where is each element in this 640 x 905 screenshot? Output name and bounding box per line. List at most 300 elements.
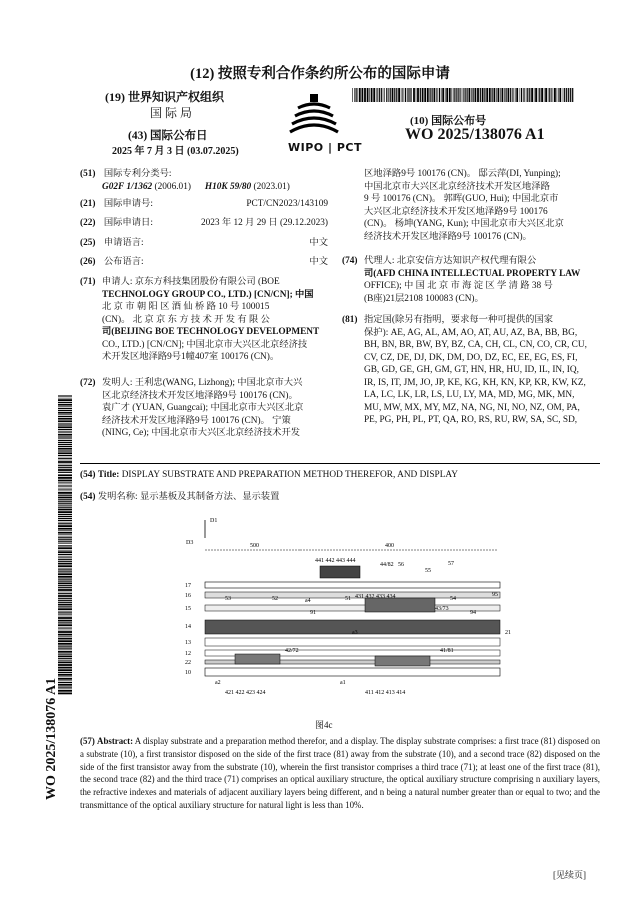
- applicant-line: CO., LTD.) [CN/CN]; 中国北京市大兴区北京经济技: [102, 339, 308, 350]
- barcode-bar: [492, 88, 493, 102]
- barcode-bar: [58, 556, 72, 557]
- stack-42: [235, 654, 280, 664]
- barcode-bar: [58, 593, 72, 594]
- barcode-bar: [558, 88, 559, 102]
- pubdate-field-number: (43): [128, 130, 148, 142]
- title-zh-label: 发明名称:: [97, 492, 138, 502]
- figure-cross-section: [180, 510, 520, 710]
- barcode-bar: [420, 88, 421, 102]
- barcode-bar: [58, 477, 72, 479]
- barcode-bar: [58, 539, 72, 540]
- barcode-bar: [445, 88, 446, 102]
- barcode-bar: [58, 664, 72, 666]
- barcode-bar: [58, 690, 72, 692]
- barcode-bar: [504, 88, 505, 102]
- barcode-bar: [58, 480, 72, 482]
- barcode-bar: [58, 520, 72, 521]
- field-21: [80, 198, 328, 211]
- barcode-bar: [58, 627, 72, 628]
- barcode-bar: [58, 420, 72, 422]
- barcode-bar: [58, 406, 72, 407]
- barcode-bar: [58, 554, 72, 555]
- fig-label-55: 55: [425, 568, 431, 574]
- barcode-bar: [58, 446, 72, 447]
- barcode-bar: [58, 432, 72, 433]
- barcode-bar: [58, 693, 72, 695]
- applicant-line: (CN)。 北 京 京 东 方 技 术 开 发 有 限 公: [102, 314, 270, 325]
- barcode-bar: [58, 509, 72, 511]
- field-51: [80, 168, 328, 193]
- field-74-number: (74): [342, 256, 358, 266]
- barcode-bar: [523, 88, 524, 102]
- barcode-bar: [58, 442, 72, 443]
- barcode-bar: [454, 88, 455, 102]
- barcode-bar: [58, 687, 72, 688]
- inventor-line: (NING, Ce); 中国北京市大兴区北京经济技术开发: [102, 428, 301, 438]
- chinese-title: [80, 488, 279, 502]
- barcode-bar: [58, 467, 72, 468]
- barcode-bar: [404, 88, 405, 102]
- field-26-label: 公布语言:: [103, 257, 144, 267]
- barcode-bar: [465, 88, 466, 102]
- barcode-bar: [58, 654, 72, 655]
- barcode-bar: [58, 499, 72, 500]
- barcode-bar: [58, 602, 72, 603]
- barcode-bar: [58, 677, 72, 678]
- fig-label-400: 400: [385, 543, 394, 549]
- field-71-number: (71): [80, 277, 96, 287]
- figure-caption: 图4c: [315, 720, 333, 730]
- inventor-cont-line: 经济技术开发区地泽路9号 100176 (CN)。: [364, 231, 532, 242]
- barcode-bar: [477, 88, 479, 102]
- barcode-bar: [402, 88, 403, 102]
- agent-block: [342, 255, 600, 305]
- barcode-bar: [58, 523, 72, 524]
- barcode-bar: [531, 88, 533, 102]
- fig-label-21: 21: [505, 630, 511, 636]
- barcode-bar: [58, 598, 72, 599]
- barcode-bar: [58, 592, 72, 593]
- barcode-bar: [58, 412, 72, 414]
- barcode-bar: [484, 88, 485, 102]
- barcode-bar: [58, 465, 72, 466]
- barcode-bar: [58, 569, 72, 570]
- barcode-bar: [439, 88, 440, 102]
- barcode-bar: [516, 88, 518, 102]
- inventor-line: 袁广才 (YUAN, Guangcai); 中国北京市大兴区北京: [102, 403, 304, 413]
- barcode-bar: [570, 88, 571, 102]
- barcode-bar: [58, 681, 72, 682]
- barcode-bar: [58, 484, 72, 485]
- field-26-value: 中文: [309, 257, 328, 267]
- title-en-number: (54): [80, 470, 96, 480]
- barcode-bar: [475, 88, 477, 102]
- barcode-bar: [58, 436, 72, 437]
- title-zh-text: 显示基板及其制备方法、显示装置: [139, 492, 280, 502]
- pubdate-label-text: 国际公布日: [150, 130, 208, 142]
- layer-10: [205, 668, 500, 676]
- barcode-bar: [471, 88, 472, 102]
- barcode-bar: [58, 579, 72, 580]
- barcode-bar: [58, 416, 72, 417]
- barcode-bar: [58, 503, 72, 504]
- barcode-bar: [58, 398, 72, 399]
- barcode-bar: [58, 565, 72, 567]
- barcode-bar: [58, 528, 72, 530]
- barcode-bar: [58, 395, 72, 396]
- title-zh-number: (54): [80, 492, 96, 502]
- fig-label-500: 500: [250, 543, 259, 549]
- layer-15: [205, 605, 500, 611]
- barcode-bar: [541, 88, 543, 102]
- barcode-bar: [58, 573, 72, 575]
- office-name: [105, 88, 224, 105]
- barcode-bar: [58, 492, 72, 494]
- office-name-line1: 世界知识产权组织: [128, 90, 225, 104]
- barcode-bar: [58, 622, 72, 623]
- barcode-bar: [408, 88, 409, 102]
- barcode-bar: [463, 88, 464, 102]
- barcode-bar: [58, 537, 72, 538]
- barcode-bar: [456, 88, 457, 102]
- barcode-bar: [58, 640, 72, 642]
- barcode-bar: [58, 587, 72, 588]
- barcode-bar: [521, 88, 522, 102]
- fig-label-12: 12: [185, 651, 191, 657]
- barcode-bar: [58, 450, 72, 451]
- designated-line: MU, MW, MX, MY, MZ, NA, NG, NI, NO, NZ, OM, PA,: [364, 402, 580, 413]
- barcode-bar: [58, 563, 72, 565]
- barcode-bar: [544, 88, 545, 102]
- barcode-bar: [58, 444, 72, 445]
- barcode-bar: [58, 669, 72, 671]
- field-51-number: (51): [80, 169, 96, 179]
- barcode-bar: [405, 88, 406, 102]
- barcode-bar: [460, 88, 461, 102]
- abstract-label: Abstract:: [97, 736, 134, 746]
- abstract-text: A display substrate and a preparation method therefor, and a display. The display substrate comprises: a first trace (81) disposed on a substrate (10), a first transistor disposed on the side of the first trace (81) away from the substrate (10), and a second trace (82) disposed on the side of the first transistor away from the substrate (10), wherein the first transistor comprises a third trace (71); at least one of the first trace (81), the second trace (82) and the third trace (71) comprises an optical auxiliary structure, the optical auxiliary structure comprising n auxiliary layers, the refractive indexes and materials of adjacent auxiliary layers being different, and n being a natural number greater than or equal to two; and the transmittance of the optical auxiliary structure for natural light is less than 10%.: [80, 736, 601, 810]
- applicant-line: 申请人: 京东方科技集团股份有限公司 (BOE: [102, 277, 280, 287]
- barcode-bar: [512, 88, 513, 102]
- barcode-bar: [58, 516, 72, 517]
- barcode-bar: [58, 634, 72, 636]
- barcode-bar: [58, 532, 72, 534]
- barcode-bar: [396, 88, 397, 102]
- barcode-bar: [58, 568, 72, 569]
- barcode-bar: [58, 530, 72, 531]
- barcode-bar: [413, 88, 415, 102]
- barcode-bar: [427, 88, 429, 102]
- barcode-bar: [58, 571, 72, 572]
- field-25-label: 申请语言:: [103, 238, 144, 248]
- inventor-cont-line: 区地泽路9号 100176 (CN)。 邸云萍(DI, Yunping);: [364, 169, 561, 179]
- fig-label-17: 17: [185, 583, 191, 589]
- barcode-bar: [407, 88, 408, 102]
- barcode-bar: [58, 689, 72, 690]
- barcode-bar: [486, 88, 488, 102]
- barcode-bar: [524, 88, 525, 102]
- barcode-bar: [514, 88, 515, 102]
- section-divider: [80, 463, 600, 464]
- barcode-bar: [58, 650, 72, 651]
- barcode-bar: [554, 88, 556, 102]
- field-72: [80, 377, 328, 440]
- ipc-code-b: H10K 59/80: [204, 181, 252, 192]
- fig-label-41-81: 41/81: [440, 648, 454, 654]
- barcode-bar: [58, 396, 72, 397]
- barcode-bar: [58, 541, 72, 542]
- agent-line: 代理人: 北京安信方达知识产权代理有限公: [364, 256, 537, 266]
- barcode-bar: [548, 88, 549, 102]
- barcode-bar: [58, 617, 72, 619]
- barcode-bar: [58, 414, 72, 415]
- barcode-bar: [58, 404, 72, 406]
- barcode-bar: [58, 440, 72, 441]
- barcode-bar: [417, 88, 419, 102]
- barcode-bar: [527, 88, 528, 102]
- field-81-number: (81): [342, 315, 358, 325]
- designated-line: CV, CZ, DE, DJ, DK, DM, DO, DZ, EC, EE, EG, ES, FI,: [364, 352, 578, 363]
- barcode-bar: [436, 88, 437, 102]
- office-name-line2: 国 际 局: [150, 106, 193, 120]
- barcode-bar: [58, 534, 72, 535]
- applicant-line: TECHNOLOGY GROUP CO., LTD.) [CN/CN]; 中国: [102, 289, 314, 300]
- fig-label-53: 53: [225, 596, 231, 602]
- stack-41: [375, 656, 430, 666]
- barcode-bar: [58, 469, 72, 471]
- barcode-bar: [535, 88, 537, 102]
- ipc-code-a: G02F 1/1362: [102, 181, 153, 192]
- barcode-bar: [58, 448, 72, 450]
- title-en-label: Title:: [97, 470, 120, 480]
- fig-label-a3: a3: [352, 630, 358, 636]
- barcode-bar: [58, 545, 72, 546]
- barcode-bar: [58, 550, 72, 551]
- agent-line: (B座)21层2108 100083 (CN)。: [364, 293, 484, 304]
- fig-label-a2: a2: [215, 680, 221, 686]
- fig-label-a1: a1: [340, 680, 346, 686]
- barcode-bar: [58, 611, 72, 612]
- barcode-bar: [58, 489, 72, 490]
- barcode-bar: [58, 458, 72, 459]
- barcode-bar: [58, 561, 72, 562]
- barcode-bar: [496, 88, 497, 102]
- barcode-bar: [482, 88, 484, 102]
- barcode-bar: [480, 88, 481, 102]
- fig-label-51: 51: [345, 596, 351, 602]
- barcode-bar: [58, 660, 72, 661]
- barcode-bar: [449, 88, 451, 102]
- layer-13: [205, 638, 500, 646]
- layer-17: [205, 582, 500, 588]
- barcode-bar: [58, 434, 72, 436]
- designated-line: LA, LC, LK, LR, LS, LU, LY, MA, MD, MG, MK, MN,: [364, 390, 575, 400]
- fig-label-d3: D3: [186, 540, 194, 546]
- barcode-bar: [557, 88, 558, 102]
- fig-label-95: 95: [492, 592, 498, 598]
- applicant-line: 司(BEIJING BOE TECHNOLOGY DEVELOPMENT: [102, 327, 320, 337]
- barcode-bar: [539, 88, 540, 102]
- barcode-bar: [58, 399, 72, 401]
- barcode-bar: [58, 472, 72, 473]
- barcode-bar: [58, 624, 72, 626]
- barcode-bar: [58, 583, 72, 585]
- fig-label-44-82: 44/82: [380, 562, 394, 568]
- inventor-line: 区北京经济技术开发区地泽路9号 100176 (CN)。: [102, 390, 298, 401]
- barcode-bar: [441, 88, 442, 102]
- barcode-bar: [398, 88, 400, 102]
- field-26: [80, 256, 328, 269]
- barcode-bar: [384, 88, 385, 102]
- barcode-bar: [58, 474, 72, 476]
- fig-label-94: 94: [470, 610, 476, 616]
- barcode-top: [352, 88, 574, 102]
- barcode-bar: [58, 643, 72, 645]
- abstract-number: (57): [80, 736, 95, 746]
- barcode-bar: [58, 581, 72, 582]
- field-25-value: 中文: [309, 238, 328, 248]
- barcode-bar: [410, 88, 411, 102]
- designated-line: IR, IS, IT, JM, JO, JP, KE, KG, KH, KN, KP, KR, KW, KZ,: [364, 377, 586, 388]
- barcode-bar: [58, 682, 72, 683]
- barcode-bar: [462, 88, 463, 102]
- barcode-bar: [58, 600, 72, 601]
- barcode-bar: [58, 536, 72, 537]
- barcode-bar: [392, 88, 394, 102]
- inventor-cont-line: 大兴区北京经济技术开发区地泽路9号 100176: [364, 206, 548, 217]
- barcode-bar: [58, 497, 72, 499]
- barcode-bar: [534, 88, 535, 102]
- english-title: [80, 470, 458, 480]
- barcode-bar: [568, 88, 569, 102]
- designated-line: GB, GD, GE, GH, GM, GT, HN, HR, HU, ID, IL, IN, IQ,: [364, 365, 579, 375]
- field-22-number: (22): [80, 218, 96, 228]
- barcode-bar: [526, 88, 527, 102]
- barcode-bar: [549, 88, 550, 102]
- inventor-line: 经济技术开发区地泽路9号 100176 (CN)。 宁策: [102, 415, 291, 426]
- barcode-bar: [58, 438, 72, 439]
- barcode-bar: [458, 88, 459, 102]
- barcode-bar: [58, 525, 72, 527]
- barcode-bar: [58, 595, 72, 597]
- barcode-bar: [58, 482, 72, 483]
- document-header-title: (12) 按照专利合作条约所公布的国际申请: [190, 66, 450, 82]
- barcode-bar: [58, 646, 72, 647]
- barcode-bar: [510, 88, 511, 102]
- barcode-bar: [58, 628, 72, 629]
- barcode-bar: [58, 424, 72, 425]
- fig-label-a4: a4: [305, 598, 311, 604]
- fig-label-52: 52: [272, 596, 278, 602]
- barcode-bar: [442, 88, 444, 102]
- fig-label-44x: 441 442 443 444: [315, 558, 356, 564]
- fig-label-91: 91: [310, 610, 316, 616]
- barcode-bar: [58, 612, 72, 613]
- barcode-side: [58, 395, 72, 695]
- barcode-bar: [494, 88, 496, 102]
- barcode-bar: [551, 88, 552, 102]
- barcode-bar: [58, 423, 72, 424]
- inventor-line: 发明人: 王利忠(WANG, Lizhong); 中国北京市大兴: [102, 378, 303, 388]
- inventor-continued: [342, 168, 600, 243]
- barcode-bar: [416, 88, 417, 102]
- field-25-number: (25): [80, 238, 96, 248]
- barcode-bar: [424, 88, 426, 102]
- field-26-number: (26): [80, 257, 96, 267]
- barcode-bar: [58, 460, 72, 461]
- field-51-label: 国际专利分类号:: [103, 169, 172, 179]
- barcode-bar: [58, 426, 72, 428]
- barcode-bar: [58, 604, 72, 606]
- barcode-bar: [390, 88, 391, 102]
- fig-label-43x: 431 432 433 434: [355, 594, 396, 600]
- designated-line: 指定国(除另有指明，要求每一种可提供的国家: [364, 315, 554, 325]
- inventor-cont-block: [342, 168, 600, 243]
- field-21-number: (21): [80, 199, 96, 209]
- barcode-bar: [58, 485, 72, 486]
- barcode-bar: [430, 88, 431, 102]
- barcode-bar: [58, 589, 72, 591]
- barcode-bar: [58, 551, 72, 553]
- fig-label-13: 13: [185, 640, 191, 646]
- barcode-bar: [506, 88, 507, 102]
- agent-line: OFFICE); 中 国 北 京 市 海 淀 区 学 清 路 38 号: [364, 281, 553, 291]
- barcode-bar: [538, 88, 539, 102]
- barcode-bar: [453, 88, 454, 102]
- fig-label-41x: 411 412 413 414: [365, 690, 406, 696]
- barcode-bar: [58, 511, 72, 513]
- barcode-bar: [489, 88, 491, 102]
- barcode-bar: [58, 547, 72, 549]
- barcode-bar: [467, 88, 468, 102]
- barcode-bar: [559, 88, 561, 102]
- barcode-bar: [58, 455, 72, 456]
- barcode-bar: [58, 543, 72, 544]
- ipc-code-a-date: (2006.01): [154, 181, 191, 192]
- barcode-bar: [529, 88, 530, 102]
- title-en-text: DISPLAY SUBSTRATE AND PREPARATION METHOD THEREFOR, AND DISPLAY: [121, 470, 458, 480]
- field-21-label: 国际申请号:: [103, 199, 153, 209]
- barcode-bar: [58, 667, 72, 669]
- barcode-bar: [58, 418, 72, 420]
- designated-line: BH, BN, BR, BW, BY, BZ, CA, CH, CL, CN, CO, CR, CU,: [364, 340, 587, 350]
- fig-label-15: 15: [185, 606, 191, 612]
- barcode-bar: [58, 620, 72, 622]
- barcode-bar: [566, 88, 567, 102]
- barcode-bar: [58, 410, 72, 411]
- fig-label-57: 57: [448, 561, 454, 567]
- barcode-bar: [58, 656, 72, 658]
- barcode-bar: [572, 88, 573, 102]
- barcode-bar: [58, 522, 72, 523]
- barcode-bar: [58, 518, 72, 519]
- barcode-bar: [438, 88, 439, 102]
- barcode-bar: [58, 630, 72, 631]
- stack-44: [320, 566, 360, 578]
- barcode-bar: [388, 88, 389, 102]
- field-81: [342, 314, 600, 427]
- barcode-bar: [58, 491, 72, 492]
- side-publication-number: WO 2025/138076 A1: [44, 677, 59, 800]
- abstract: [80, 735, 600, 812]
- barcode-bar: [58, 684, 72, 686]
- inventor-cont-line: (CN)。 杨坤(YANG, Kun); 中国北京市大兴区北京: [364, 219, 564, 229]
- barcode-bar: [383, 88, 384, 102]
- barcode-bar: [58, 559, 72, 560]
- barcode-bar: [58, 638, 72, 640]
- field-72-number: (72): [80, 378, 96, 388]
- fig-label-22: 22: [185, 660, 191, 666]
